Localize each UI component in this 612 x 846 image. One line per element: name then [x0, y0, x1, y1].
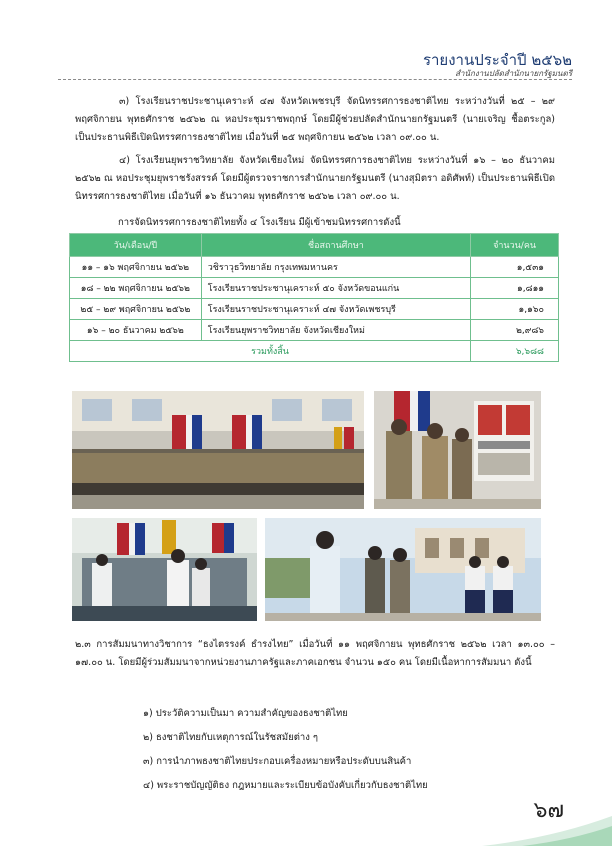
report-title: รายงานประจำปี ๒๕๖๒ — [422, 51, 572, 69]
table-row — [70, 257, 559, 278]
corner-decoration — [462, 816, 612, 846]
header-divider — [58, 79, 572, 80]
list-item: ๒) ธงชาติไทยกับเหตุการณ์ในรัชสมัยต่าง ๆ — [143, 732, 319, 743]
table-caption: การจัดนิทรรศการธงชาติไทยทั้ง ๔ โรงเรียน มีผู้เข้าชมนิทรรศการดังนี้ — [118, 217, 401, 228]
school-cell: โรงเรียนยุพราชวิทยาลัย จังหวัดเชียงใหม่ — [201, 320, 470, 341]
date-cell: ๑๘ – ๒๒ พฤศจิกายน ๒๕๖๒ — [70, 278, 202, 299]
column-header-count: จำนวน/คน — [471, 234, 559, 257]
photo-opening-ceremony — [72, 391, 364, 509]
list-item: ๑) ประวัติความเป็นมา ความสำคัญของธงชาติไทย — [143, 708, 348, 719]
total-row — [70, 341, 559, 362]
total-value: ๖,๖๘๘ — [471, 341, 559, 362]
table-row — [70, 320, 559, 341]
exhibition-table — [69, 233, 559, 362]
seminar-paragraph: ๒.๓ การสัมมนาทางวิชาการ “ธงไตรรงค์ ธำรงไทย” เมื่อวันที่ ๑๑ พฤศจิกายน พุทธศักราช ๒๕๖๒ เวลา ๑๓.๐๐ – ๑๗.๐๐ น. โดยมีผู้ร่วมสัมมนาจากหน่วยงานภาครัฐและภาคเอกชน จำนวน ๑๕๐ คน โดยมีเนื้อหาการสัมมนา ดังนี้ — [75, 639, 555, 668]
school-cell: วชิราวุธวิทยาลัย กรุงเทพมหานคร — [201, 257, 470, 278]
table-row — [70, 278, 559, 299]
list-item: ๓) การนำภาพธงชาติไทยประกอบเครื่องหมายหรือประดับบนสินค้า — [143, 756, 412, 767]
count-cell: ๑,๘๑๑ — [471, 278, 559, 299]
column-header-school: ชื่อสถานศึกษา — [201, 234, 470, 257]
paragraph-item-3: ๓) โรงเรียนราชประชานุเคราะห์ ๔๗ จังหวัดเพชรบุรี จัดนิทรรศการธงชาติไทย ระหว่างวันที่ ๒๕ – ๒๙ พฤศจิกายน พุทธศักราช ๒๕๖๒ ณ หอประชุมราชพฤกษ์ โดยมีผู้ช่วยปลัดสำนักนายกรัฐมนตรี (นายเจริญ ชื้อตระกูล) เป็นประธานพิธีเปิดนิทรรศการธงชาติไทย เมื่อวันที่ ๒๕ พฤศจิกายน ๒๕๖๒ เวลา ๐๙.๐๐ น. — [75, 96, 555, 143]
date-cell: ๑๖ – ๒๐ ธันวาคม ๒๕๖๒ — [70, 320, 202, 341]
date-cell: ๒๕ – ๒๙ พฤศจิกายน ๒๕๖๒ — [70, 299, 202, 320]
count-cell: ๑,๑๖๐ — [471, 299, 559, 320]
photo-students-activity — [72, 518, 257, 621]
report-subtitle: สำนักงานปลัดสำนักนายกรัฐมนตรี — [455, 69, 572, 78]
list-item: ๔) พระราชบัญญัติธง กฎหมายและระเบียบข้อบังคับเกี่ยวกับธงชาติไทย — [143, 780, 428, 791]
school-cell: โรงเรียนราชประชานุเคราะห์ ๔๗ จังหวัดเพชรบุรี — [201, 299, 470, 320]
table-row — [70, 299, 559, 320]
school-cell: โรงเรียนราชประชานุเคราะห์ ๕๐ จังหวัดขอนแก่น — [201, 278, 470, 299]
count-cell: ๒,๙๘๖ — [471, 320, 559, 341]
total-label: รวมทั้งสิ้น — [70, 341, 471, 362]
column-header-date: วัน/เดือน/ปี — [70, 234, 202, 257]
page-number: ๖๗ — [533, 798, 564, 823]
paragraph-item-4: ๔) โรงเรียนยุพราชวิทยาลัย จังหวัดเชียงใหม่ จัดนิทรรศการธงชาติไทย ระหว่างวันที่ ๑๖ – ๒๐ ธันวาคม ๒๕๖๒ ณ หอประชุมยุพราชรังสรรค์ โดยมีผู้ตรวจราชการสำนักนายกรัฐมนตรี (นางสุมิตรา อดิศัพท์) เป็นประธานพิธีเปิดนิทรรศการธงชาติไทย เมื่อวันที่ ๑๖ ธันวาคม พุทธศักราช ๒๕๖๒ เวลา ๐๙.๐๐ น. — [75, 155, 555, 202]
photo-exhibition-visit — [374, 391, 541, 509]
date-cell: ๑๑ – ๑๖ พฤศจิกายน ๒๕๖๒ — [70, 257, 202, 278]
photo-outdoor-group — [265, 518, 541, 621]
seminar-topic-list — [143, 702, 428, 798]
count-cell: ๑,๕๓๑ — [471, 257, 559, 278]
